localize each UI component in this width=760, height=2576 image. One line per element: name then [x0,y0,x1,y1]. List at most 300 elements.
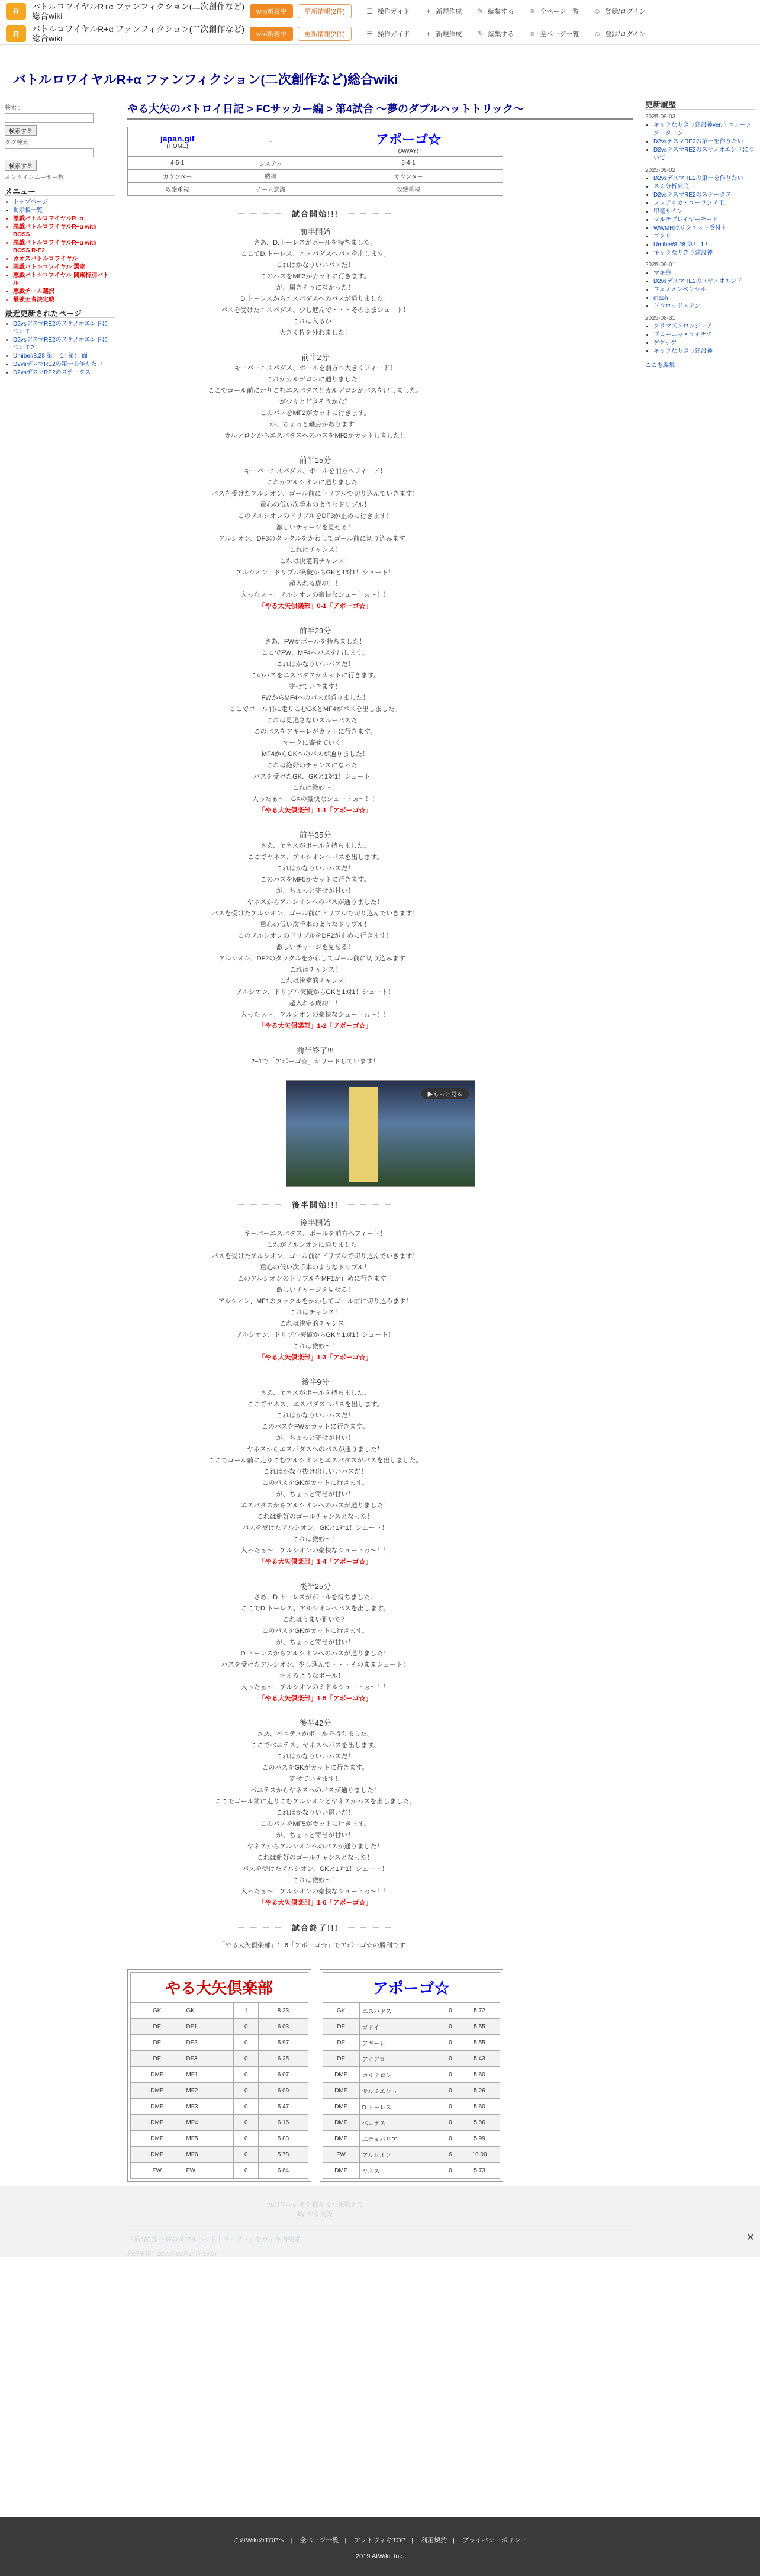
player-row [131,2083,308,2099]
player-row [131,2003,308,2019]
player-row [131,2051,308,2067]
play-line: さあ、ヤネスがボールを持ちました。 [260,1390,371,1397]
match-row: 攻撃重視 チーム意識 攻撃重視 [128,183,503,196]
history-item[interactable]: プローニャ・サイチク [653,332,712,338]
history-item[interactable]: ドウロッドステン [653,303,700,310]
menu-list [13,198,114,304]
recent-page-item[interactable]: • D2vsデスマRE2の第一を作りたい [13,361,114,368]
player-goals: 0 [234,2147,259,2163]
player-rating: 5.78 [259,2147,308,2163]
left-sidebar [0,99,118,380]
player-rating: 6.64 [259,2163,308,2179]
footer-link-privacy[interactable]: プライバシーポリシー [462,2537,527,2544]
footer-link-atwiki[interactable]: アットウィキTOP [354,2537,406,2544]
play-line: 重心の低い次手本のようなドリブル！ [260,501,371,509]
player-rating: 5.60 [459,2099,500,2115]
player-row [131,2115,308,2131]
play-block [127,1581,503,1705]
play-block [127,455,503,612]
sticky-header [0,22,760,45]
play-line: 寄せていきます！ [289,683,342,690]
player-position: DF [131,2019,183,2035]
play-line: ここでベニテス、ヤネスへパスを出します。 [250,1742,380,1749]
play-block [127,1217,503,1363]
nav-all-pages-sticky[interactable]: ≡ 全ページ一覧 [528,29,579,38]
play-block [127,226,503,339]
player-goals: 0 [442,2019,459,2035]
play-line: ヤネスからエスパダスへのパスが通りました！ [247,1446,384,1453]
play-line: これは微妙〜！ [292,1877,338,1884]
recent-pages-list [13,320,114,377]
player-name: MF6 [183,2147,234,2163]
menu-item[interactable]: • 悪戯バトルロワイヤルR+α with BOSS R-E2 [13,239,114,255]
player-rating: 6.03 [259,2019,308,2035]
play-time: 前半2分 [301,353,329,362]
nav-edit-sticky[interactable]: ✎ 編集する [477,29,514,38]
player-goals: 0 [234,2115,259,2131]
play-line: 激しいチャージを見せる！ [276,524,355,531]
list-icon: ≡ [530,29,534,38]
player-name: エスパダス [359,2003,442,2019]
home-label: (HOME) [166,143,188,150]
player-goals: 0 [234,2067,259,2083]
play-line: これはかなりいいパスだ！ [276,661,355,668]
recent-page-item[interactable]: • D2vsデスマRE2のステータス [13,369,114,377]
history-list [653,121,755,163]
play-line: 重心の低い次手本のようなドリブル！ [260,1264,371,1271]
player-row [323,2131,500,2147]
player-row [323,2067,500,2083]
play-line: パスを受けたGK、GKと1対1！シュート！ [253,773,377,780]
play-line: 入ったぁ〜！アルシオンの豪快なシュートぉ〜！！ [240,591,390,599]
player-name: FW [183,2163,234,2179]
guide-icon: ☰ [366,29,373,38]
footer-link-terms[interactable]: 利用規約 [421,2537,447,2544]
player-name: DF3 [183,2051,234,2067]
home-stats [127,1969,311,2182]
player-name: MF3 [183,2099,234,2115]
menu-item[interactable]: • トップページ [13,198,114,206]
nav-login[interactable]: ☺ 登録/ログイン [594,7,646,15]
play-line: これはチャンス！ [289,966,342,973]
away-label: (AWAY) [398,147,419,155]
history-item[interactable]: キャラなりきり建設神 [653,250,713,256]
result-text: 「やる大矢倶楽部」1−6「アポーゴ☆」でアポーゴ☆の勝利です！ [218,1942,412,1949]
updates-button[interactable]: 更新情報(2件) [298,4,351,18]
score-line: 「やる大矢倶楽部」1-3「アポーゴ☆」 [258,1354,372,1361]
player-position: DMF [323,2115,359,2131]
player-goals: 0 [442,2115,459,2131]
play-block [127,352,503,442]
recent-page-item[interactable]: • D2vsデスマRE2のスサノオエンドについて2 [13,336,114,352]
plus-icon: + [426,7,430,15]
updates-button-sticky[interactable]: 更新情報(2件) [298,27,351,41]
player-goals: 0 [442,2131,459,2147]
play-line: これはかなりいいパスだ！ [276,1753,355,1760]
play-line: これは微妙〜！ [292,1536,338,1543]
player-position: DMF [131,2067,183,2083]
play-line: カルデロンからエスパダスへのパスをMF2がカットしました！ [224,432,407,439]
player-position: FW [323,2147,359,2163]
player-goals: 0 [234,2019,259,2035]
score-line: 「やる大矢倶楽部」1-4「アポーゴ☆」 [258,1558,372,1565]
play-line: アルシオン、ドリブル突破からGKと1対1！シュート！ [236,1332,395,1339]
tag-search-label: タグ検索 : [5,140,32,146]
player-name: GK [183,2003,234,2019]
play-line: さあ、FWがボールを持ちました！ [265,638,366,645]
history-item[interactable]: 甲竜サイン [653,208,683,215]
player-position: DMF [131,2147,183,2163]
play-line: FWからMF4へのパスが通りました！ [261,694,369,702]
player-goals: 0 [234,2099,259,2115]
play-line: 寄せていきます！ [289,1776,342,1783]
player-goals: 0 [234,2083,259,2099]
match-row: 4-5-1 システム 5-4-1 [128,157,503,170]
player-row [323,2115,500,2131]
search-input[interactable] [5,113,94,123]
play-line: が、ちょっと寄せが甘い！ [276,1832,355,1839]
history-item[interactable]: キャラなりきり建設神 [653,348,713,355]
nav-new[interactable]: + 新規作成 [424,7,462,16]
player-name: MF2 [183,2083,234,2099]
player-row [131,2035,308,2051]
tag-search-input[interactable] [5,148,94,157]
play-line: パスを受けたアルシオン、GKと1対1！シュート！ [242,1866,388,1873]
player-row [131,2099,308,2115]
play-time: 後半開始 [300,1218,331,1227]
second-half-log [127,1217,633,1909]
play-line: これがカルデロンに通りました！ [266,376,364,383]
player-name: アルシオン [359,2147,442,2163]
menu-item[interactable]: • 最強王者決定戦 [13,296,114,304]
play-line: パスを受けたアルシオン、少し進んで・・・そのままシュート！ [221,1661,410,1668]
player-rating: 6.09 [259,2083,308,2099]
nav-guide[interactable]: ☰ 操作ガイド [366,7,410,15]
player-position: DMF [131,2099,183,2115]
close-icon[interactable]: ✕ [746,2233,755,2243]
play-line: このパスをFWがカットに行きます。 [261,1423,369,1430]
player-row [323,2035,500,2051]
play-line: このパスをMF2がカットに行きます。 [260,410,371,417]
play-line: マークに寄せていく！ [282,739,348,747]
tag-search-button[interactable]: 検索する [5,160,37,171]
play-line: MF4からGKへのパスが通りました！ [262,751,369,758]
kickoff-heading: － － － － 試合開始!!! － － － － [237,210,393,218]
menu-item[interactable]: • 掲示板一覧 [13,207,114,214]
player-goals: 6 [442,2147,459,2163]
play-line: さあ、ベニテスがボールを持ちました。 [257,1731,373,1738]
video-thumb-overlay [349,1087,378,1182]
player-name: カルデロン [359,2067,442,2083]
recent-page-item[interactable]: • Umibe#8.28 第！ 1 ! 第！ 面！ [13,352,114,360]
player-name: D.トーレス [359,2099,442,2115]
player-row [323,2147,500,2163]
history-item[interactable]: D2vsデスマRE2のスサノオエンドについて [653,147,755,162]
breadcrumb-match[interactable]: 第4試合 〜夢のダブルハットトリック〜 [335,103,524,115]
player-name: ベニテス [359,2115,442,2131]
player-position: DF [323,2019,359,2035]
recent-page-item[interactable]: • D2vsデスマRE2のスサノオエンドについて [13,320,114,336]
play-line: これはうまい狙いだ？ [282,1616,348,1623]
play-line: が、ちょっと寄せが甘い！ [276,887,355,895]
breadcrumb-soccer[interactable]: FCサッカー編 [256,103,324,115]
player-rating: 5.73 [459,2163,500,2179]
player-position: DMF [323,2163,359,2179]
plus-icon: + [426,29,430,38]
history-item[interactable]: D2vsデスマRE2のスサノオエンド [653,278,743,285]
play-line: このアルシオンのドリブルをDF2が止めに行きます！ [237,932,393,940]
play-block [127,829,503,1032]
main-content [127,101,633,2257]
player-rating: 6.25 [259,2051,308,2067]
play-line: このパスをGKがカットに行きます。 [262,1480,369,1487]
nav-all-pages[interactable]: ≡ 全ページ一覧 [528,7,579,16]
video-player[interactable] [286,1080,475,1187]
play-line: パスを受けたアルシオン、ゴール前にドリブルで切り込んでいきます！ [211,910,419,917]
play-line: これはかなりいい思いだ！ [276,1809,355,1816]
site-name[interactable]: バトルロワイヤルR+α ファンフィクション(二次創作など)総合wiki [32,1,245,21]
history-item[interactable]: ゲゲッゲ [653,340,677,346]
play-line: これはチャンス！ [289,1309,342,1316]
play-line: ここでFW、MF4へパスを出します。 [261,649,369,657]
history-item[interactable]: グラマズメロンジーア [653,323,713,330]
player-goals: 0 [234,2051,259,2067]
player-goals: 0 [234,2163,259,2179]
player-name: サルミエント [359,2083,442,2099]
player-position: DF [323,2051,359,2067]
play-line: パスを受けたアルシオン、ゴール前にドリブルで切り込んでいきます！ [211,490,419,497]
video-more-button[interactable]: ▶もっと見る [421,1088,469,1099]
play-line: さあ、D.トーレスがボールを持ちました。 [253,1594,377,1601]
play-line: アルシオン、ドリブル突破からGKと1対1！シュート！ [236,569,395,576]
user-icon: ☺ [594,7,601,15]
player-rating: 6.16 [259,2115,308,2131]
right-sidebar [645,101,755,370]
play-line: キーパーエスパダス、ボールを前方へフィード！ [244,468,387,475]
history-item[interactable]: キャラなりきり建設神ver.ミニューングーターン [653,122,752,137]
play-line: これはかなり抜け出しいいパスだ！ [263,1468,368,1475]
play-line: D.トーレスからエスパダスへのパスが通りました！ [240,295,390,303]
player-position: FW [131,2163,183,2179]
player-position: DMF [131,2131,183,2147]
play-line: ここでゴール前に走りこむエスパダスとカルデロンがパスを出しました。 [208,387,423,394]
site-name-sticky[interactable]: バトルロワイヤルR+α ファンフィクション(二次創作など)総合wiki [32,24,245,43]
play-line: 入ったぁ〜！アルシオンの豪快なシュートぉ〜！！ [240,1888,390,1895]
first-half-log [127,226,633,1032]
player-goals: 0 [442,2003,459,2019]
play-time: 後半9分 [301,1378,329,1387]
menu-title: メニュー [5,188,114,196]
footer: このWikiのTOPへ | 全ページ一覧 | アットウィキTOP | 利用規約 | プライバシーポリシー 2019 AtWiki, Inc. [0,2517,760,2576]
play-line: が、ちょっと寄せが甘い！ [276,1491,355,1498]
history-date: 2025-09-03 [645,114,676,120]
site-logo[interactable]: R [6,3,26,20]
player-rating: 5.83 [259,2131,308,2147]
history-item[interactable]: D2vsデスマRE2のステータス [653,192,732,198]
away-stats [320,1969,504,2182]
play-line: このパスをGKがカットに行きます。 [262,1628,369,1635]
play-line: これは決定的チャンス！ [279,558,351,565]
score-line: 「やる大矢倶楽部」0-1「アポーゴ☆」 [258,603,372,610]
site-logo-sticky[interactable]: R [6,25,26,42]
player-name: DF1 [183,2019,234,2035]
play-line: キーパーエスパダス、ボールを前方へフィード！ [244,1230,387,1237]
player-goals: 0 [234,2035,259,2051]
play-line: 超入れる成功！！ [289,580,342,587]
play-line: パスを受けたアルシオン、GKと1対1！シュート！ [242,1525,388,1532]
player-name: ヤネス [359,2163,442,2179]
match-info-table: japan.gif (HOME) - アポーゴ☆ (AWAY) 4-5-1 システム 5-4-1 カウンター 戦術 カウンター 攻撃重視 チーム意識 攻撃重視 [127,127,503,196]
player-position: DF [323,2035,359,2051]
play-time: 前半15分 [299,456,331,465]
play-line: ここでゴール前に走りこむGKとMF4がパスを出しました。 [229,706,401,713]
player-row [323,2051,500,2067]
play-line: が少々とどきそうかな？ [279,398,351,406]
player-goals: 0 [442,2163,459,2179]
update-history-list [645,113,755,356]
play-line: これはかなりいいパスだ！ [276,1412,355,1419]
player-goals: 0 [442,2067,459,2083]
play-line: このアルシオンのドリブルをMF1が止めに行きます！ [237,1275,393,1282]
player-position: DMF [323,2131,359,2147]
player-rating: 5.47 [259,2099,308,2115]
play-line: 入ったぁ〜！GKの豪快なシュートぉ〜！！ [252,796,379,803]
history-date: 2025-09-01 [645,262,676,268]
breadcrumb: やる大矢のバトロイ日記 > FCサッカー編 > 第4試合 〜夢のダブルハットトリック〜 [127,101,633,120]
play-line: これはかなりいいパスだ！ [276,865,355,872]
ad-banner [0,2186,760,2257]
play-line: このパスをMF5がカットに行きます。 [260,1821,371,1828]
history-list [653,269,755,311]
edit-sidebar-link[interactable]: ここを編集 [645,362,675,369]
play-line: パスを受けたエスパダス、少し進んで・・・そのままシュート！ [220,307,410,314]
player-row [131,2147,308,2163]
player-rating: 5.55 [459,2019,500,2035]
history-item[interactable]: スカ分析到底 [653,184,689,190]
wiki-new-button[interactable]: wiki新着中 [250,4,293,18]
play-line: が、ちょっと難点があります！ [269,421,361,428]
play-line: D.トーレスからアルシオンへのパスが通りました！ [240,1650,390,1657]
menu-item[interactable]: • 悪戯バトルロワイヤル 関東特別バトル [13,272,114,287]
player-rating: 10.00 [459,2147,500,2163]
search-button[interactable]: 検索する [5,125,37,136]
menu-item[interactable]: • 悪戯チーム選択 [13,288,114,295]
play-line: が、ちょっと寄せが甘い！ [276,1435,355,1442]
play-line: これは見逃さないスルーパスだ！ [266,717,364,724]
play-line: 激しいチャージを見せる！ [276,1287,355,1294]
player-position: GK [131,2003,183,2019]
play-line: 大きく枠を外れました！ [279,329,351,336]
player-position: GK [323,2003,359,2019]
play-time: 後半42分 [299,1719,331,1728]
player-rating: 5.72 [459,2003,500,2019]
breadcrumb-diary[interactable]: やる大矢のバトロイ日記 [127,103,244,115]
home-stats-title: やる大矢倶楽部 [130,1972,308,2002]
online-users-label: オンラインユーザー数 [5,175,64,181]
play-line: このアルシオンのドリブルをDF3が止めに行きます！ [237,513,393,520]
history-item[interactable]: フレデリカ・ユーラシア王 [653,200,724,207]
player-name: アギーレ [359,2035,442,2051]
away-stats-table [323,2002,501,2179]
player-row [131,2019,308,2035]
player-row [323,2099,500,2115]
play-line: さあ、ヤネスがボールを持ちました。 [260,842,371,850]
history-item[interactable]: マルチプレイヤーモード [653,217,718,223]
history-item[interactable]: D2vsデスマRE2の第一を作りたい [653,175,743,182]
footer-link-all[interactable]: 全ページ一覧 [300,2537,339,2544]
player-name: ゴドイ [359,2019,442,2035]
player-name: MF5 [183,2131,234,2147]
score-line: 「やる大矢倶楽部」1-6「アポーゴ☆」 [258,1899,372,1906]
play-line: このパスをGKがカットに行きます。 [262,1764,369,1771]
player-goals: 0 [442,2035,459,2051]
play-line: これは決定的チャンス！ [279,977,351,985]
play-line: キーパーエスパダス、ボールを前方へ大きくフィード！ [234,365,397,372]
history-item[interactable]: Umibe#8.28 第！ 1 ! [653,242,707,248]
home-team-image: japan.gif [160,134,195,143]
player-rating: 5.99 [459,2131,500,2147]
menu-item[interactable]: • 悪戯バトルロワイヤルR+α with BOSS [13,223,114,239]
player-name: アイデロ [359,2051,442,2067]
search-label: 検索 : [5,105,20,111]
nav-guide-sticky[interactable]: ☰ 操作ガイド [366,29,410,38]
play-line: アルシオン、ドリブル突破からGKと1対1！シュート！ [236,989,395,996]
history-item[interactable]: WWMRはリクエスト受付中 [653,225,727,231]
nav-new-sticky[interactable]: + 新規作成 [424,29,462,38]
play-line: このパスをエスパダスがカットに行きます。 [250,672,380,679]
player-rating: 5.60 [459,2067,500,2083]
second-half-heading: － － － － 後半開始!!! － － － － [237,1201,393,1210]
nav-edit[interactable]: ✎ 編集する [477,7,514,15]
history-date: 2025-08-31 [645,315,676,321]
play-line: これはかなりいいパスだ！ [276,262,355,269]
player-rating: 6.07 [259,2067,308,2083]
play-line: このパスをMF5がカットに行きます。 [260,876,371,883]
play-line: アルシオン、DF3のタックルをかわしてゴール前に切り込みます！ [218,535,412,542]
user-icon: ☺ [594,29,601,38]
wiki-title[interactable]: バトルロワイヤルR+α ファンフィクション(二次創作など)総合wiki [13,72,398,87]
play-line: これがアルシオンに通りました！ [266,1242,364,1249]
menu-item[interactable]: • 悪戯バトルロワイヤル 選定 [13,263,114,271]
top-header [0,0,760,22]
player-position: DMF [323,2099,359,2115]
away-team-name: アポーゴ☆ [375,131,441,147]
nav-login-sticky[interactable]: ☺ 登録/ログイン [594,29,646,38]
player-row [131,2163,308,2179]
player-goals: 0 [234,2131,259,2147]
menu-item[interactable]: • 悪戯バトルロワイヤルR+α [13,215,114,223]
history-item[interactable]: mach [653,295,668,301]
play-time: 前半35分 [299,831,331,840]
wiki-new-button-sticky[interactable]: wiki新着中 [250,27,293,41]
menu-item[interactable]: • カオスバトルロワイヤル [13,255,114,263]
score-line: 「やる大矢倶楽部」1-2「アポーゴ☆」 [258,1022,372,1030]
play-line: ここでD.トーレス、エスパダスへパスを出します。 [240,250,390,258]
play-line: これは絶好のゴールチャンスとなった！ [256,1854,374,1861]
score-line: 「やる大矢倶楽部」1-1「アポーゴ☆」 [258,807,372,814]
history-item[interactable]: フェノメンペンシル [653,287,706,293]
footer-link-top[interactable]: このWikiのTOPへ [233,2537,285,2544]
history-item[interactable]: マキ巻 [653,270,671,276]
play-time: 前半開始 [300,227,331,236]
history-item[interactable]: ゴクリ [653,233,671,240]
play-time: 前半23分 [299,626,331,635]
player-position: DMF [323,2083,359,2099]
player-rating: 5.97 [259,2035,308,2051]
home-stats-table [130,2002,308,2179]
history-item[interactable]: D2vsデスマRE2の第一を作りたい [653,139,743,145]
play-block [127,625,503,816]
